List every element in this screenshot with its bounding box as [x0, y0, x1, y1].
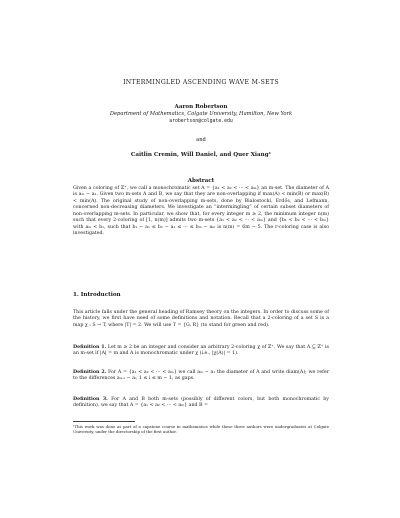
author-email: arobertson@colgate.edu: [169, 119, 233, 124]
introduction-paragraph: This article falls under the general heading of Ramsey theory on the integers. In order to discuss some of the history, we first have need of some definitions and notation. Recall that a 2-coloring of a set S is a map χ : S → T, where |T| = 2. We will use T = {G, R} (to stand for green and red).: [73, 310, 329, 328]
coauthor-names: Caitlin Cremin, Will Daniel, and Quer Xiang¹: [130, 152, 272, 158]
abstract-text: Given a coloring of ℤ⁺, we call a monochromatic set A = {a₁ < a₂ < ··· < aₘ} an m-set. The diameter of A is aₘ − a₁. Given two m-sets A and B, we say that they are non-overlapping if max(A) < min(B) or max(B) < min(A). The original study of non-overlapping m-sets, done by Bialostocki, Erdős, and Lefmann, concerned non-decreasing diameters. We investigate an “intermingling” of certain subset diameters of non-overlapping m-sets. In particular, we show that, for every integer m ≥ 2, the minimum integer n(m) such that every 2-coloring of [1, n(m)] admits two m-sets {a₁ < a₂ < ··· < aₘ} and {b₁ < b₂ < ··· < bₘ} with aₘ < b₁, such that b₁ − a₁ ≤ b₂ − a₂ ≤ ··· ≤ bₘ − aₘ is n(m) = 6m − 5. The r-coloring case is also investigated.: [73, 186, 329, 237]
author-name: Aaron Robertson: [174, 104, 228, 110]
definition-3-label: Definition 3.: [73, 397, 108, 402]
definition-2: [73, 370, 329, 383]
paper-title: INTERMINGLED ASCENDING WAVE M-SETS: [123, 79, 279, 86]
definition-1-label: Definition 1.: [73, 345, 107, 350]
definition-2-label: Definition 2.: [73, 370, 107, 375]
author-affiliation: Department of Mathematics, Colgate University, Hamilton, New York: [109, 111, 293, 117]
footnote: ¹This work was done as part of a capstone course in mathematics while these three authors were undergraduates at Colgate University, under the directorship of the first author.: [73, 424, 329, 434]
abstract-heading: Abstract: [187, 178, 215, 184]
section-heading-introduction: 1. Introduction: [73, 292, 121, 298]
definition-3-text: For A and B both m-sets (possibly of different colors, but both monochromatic by definition), we say that A = {a₁ < a₂ < ··· < aₘ} and B =: [73, 397, 329, 409]
definition-3: [73, 397, 329, 410]
definition-1: [73, 345, 329, 358]
and-separator: and: [196, 137, 206, 143]
definition-2-text: For A = {a₁ < a₂ < ··· < aₘ} we call aₘ − a₁ the diameter of A and write diam(A); we refer to the differences aᵢ₊₁ − aᵢ, 1 ≤ i ≤ m − 1, as gaps.: [73, 370, 329, 382]
footnote-rule: [73, 421, 135, 422]
definition-1-text: Let m ≥ 2 be an integer and consider an arbitrary 2-coloring χ of ℤ⁺. We say that A ⊆ ℤ⁺ is an m-set if |A| = m and A is monochromatic under χ (i.e., |χ(A)| = 1).: [73, 345, 329, 357]
